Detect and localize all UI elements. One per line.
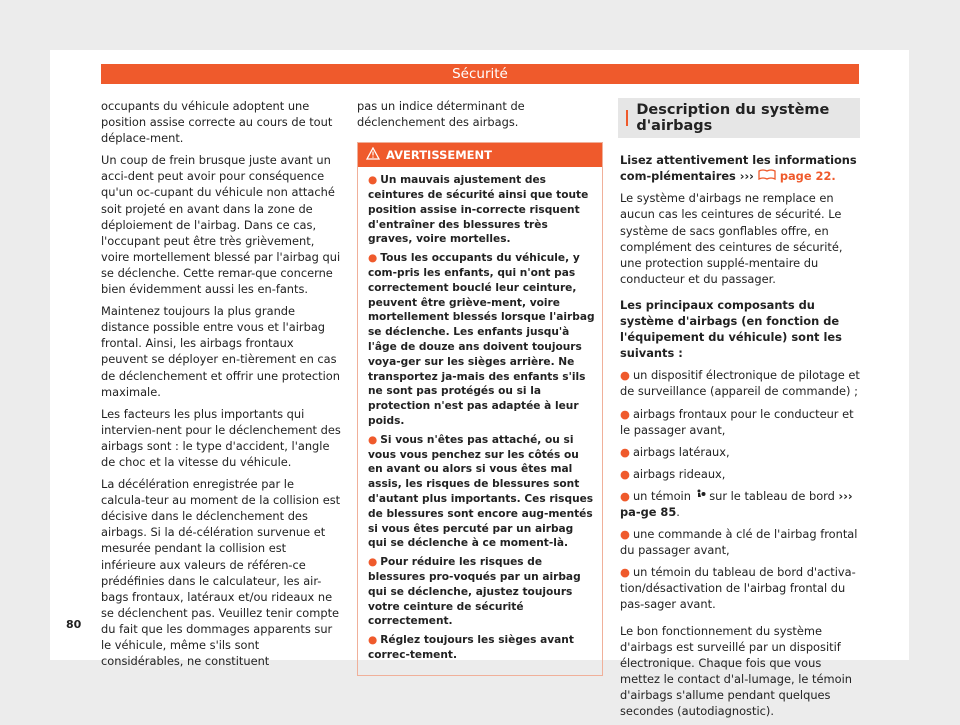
airbag-warning-icon <box>695 489 706 503</box>
paragraph: Maintenez toujours la plus grande distance possible entre vous et l'airbag frontal. Ainsi, les airbags frontaux peuvent se déployer en-tièrement en cas de déclenchement et offrir une protection maximale. <box>101 304 340 399</box>
warning-box <box>357 142 603 676</box>
bullet-icon: ● <box>368 433 378 446</box>
warning-item: ● Réglez toujours les sièges avant correc-tement. <box>368 634 574 661</box>
title-bar-icon <box>626 110 628 126</box>
bullet-icon: ● <box>368 556 378 569</box>
section-title: Description du système d'airbags <box>618 98 860 138</box>
paragraph: La décélération enregistrée par le calcula-teur au moment de la collision est décisive dans le déclenchement des airbags. Si la dé-célération survenue et mesurée pendant la collision est inférieure aux valeurs de référen-ce prédéfinies dans le calculateur, les air-bags frontaux, latéraux et/ou rideaux ne se déclenchent pas. Veuillez tenir compte du fait que les dommages apparents sur le véhicule, même s'ils sont considérables, ne constituent <box>101 477 341 669</box>
paragraph: Le bon fonctionnement du système d'airbags est surveillé par un dispositif électronique. Chaque fois que vous mettez le contact d'al-lumage, le témoin d'airbags s'allume pendant quelques secondes (autodiagnostic). <box>620 623 852 718</box>
column-1 <box>101 98 341 675</box>
warning-item: ● Tous les occupants du véhicule, y com-pris les enfants, qui n'ont pas correctement bouclé leur ceinture, peuvent être grièvе-ment, voire mortellement blessés lorsque l'airbag se déclenche. Les enfants jusqu'à l'âge de douze ans doivent toujours voya-ger sur les sièges arrière. Ne transportez ja-mais des enfants s'ils ne sont pas protégés ou si la protection n'est pas adaptée à leur poids. <box>368 252 595 427</box>
warning-body <box>358 167 602 675</box>
bullet-icon: ● <box>368 634 378 647</box>
components-heading: Les principaux composants du système d'airbags (en fonction de l'équipement du véhicule) sont les suivants : <box>620 297 842 361</box>
page-number: 80 <box>66 618 82 631</box>
paragraph: Les facteurs les plus importants qui intervien-nent pour le déclenchement des airbags sont : le type d'accident, l'angle de choc et la vitesse du véhicule. <box>101 406 341 469</box>
paragraph: Un coup de frein brusque juste avant un acci-dent peut avoir pour conséquence qu'un oc-cupant du véhicule non attaché soit projeté en avant dans la zone de déploiement de l'airbag. Dans ce cas, l'occupant peut être très grièvement, voire mortellement blessé par l'airbag qui se déclenche. Cette remar-que concerne bien évidemment aussi les en-fants. <box>101 153 341 297</box>
warning-item: ● Un mauvais ajustement des ceintures de sécurité ainsi que toute position assise in-correcte risquent d'entraîner des blessures très graves, voire mortelles. <box>368 174 589 246</box>
warning-item: ● Pour réduire les risques de blessures pro-voqués par un airbag qui se déclenche, ajustez toujours votre ceinture de sécurité correctement. <box>368 556 581 628</box>
warning-item: ● Si vous n'êtes pas attaché, ou si vous vous penchez sur les côtés ou en avant ou alors si vous êtes mal assis, les risques de blessures sont d'autant plus importants. Ces risques de blessures sont encore aug-mentés si vous êtes percuté par un airbag qui se déclenche à ce moment-là. <box>368 433 594 550</box>
list-item: ● un dispositif électronique de pilotage et de surveillance (appareil de commande) ; <box>620 368 860 399</box>
list-item: ● un témoin sur le tableau de bord ››› pa-ge 85. <box>620 488 853 519</box>
read-note: Lisez attentivement les informations com-plémentaires ››› page 22. <box>620 153 857 184</box>
list-item: ● airbags frontaux pour le conducteur et le passager avant, <box>620 406 854 437</box>
list-item: ● airbags rideaux, <box>620 466 726 481</box>
column-2 <box>357 98 603 676</box>
warning-triangle-icon <box>366 147 380 164</box>
list-item: ● airbags latéraux, <box>620 444 730 459</box>
list-item: ● un témoin du tableau de bord d'activa-tion/désactivation de l'airbag frontal du pas-sager avant. <box>620 565 856 612</box>
bullet-icon: ● <box>368 174 378 187</box>
paragraph: Le système d'airbags ne remplace en aucun cas les ceintures de sécurité. Le système de sacs gonflables offre, en complément des ceintures de sécurité, une protection supplé-mentaire du conducteur et du passager. <box>620 191 843 286</box>
page-link[interactable]: page 22. <box>779 169 836 184</box>
column-3 <box>620 98 860 725</box>
paragraph: pas un indice déterminant de déclenchement des airbags. <box>357 99 525 130</box>
list-item: ● une commande à clé de l'airbag frontal du passager avant, <box>620 527 858 558</box>
warning-title: AVERTISSEMENT <box>386 147 493 162</box>
book-icon <box>758 169 776 183</box>
warning-header <box>358 143 602 167</box>
section-header: Sécurité <box>101 64 859 84</box>
bullet-icon: ● <box>368 252 378 265</box>
paragraph: occupants du véhicule adoptent une position assise correcte au cours de tout déplace-ment. <box>101 99 333 146</box>
